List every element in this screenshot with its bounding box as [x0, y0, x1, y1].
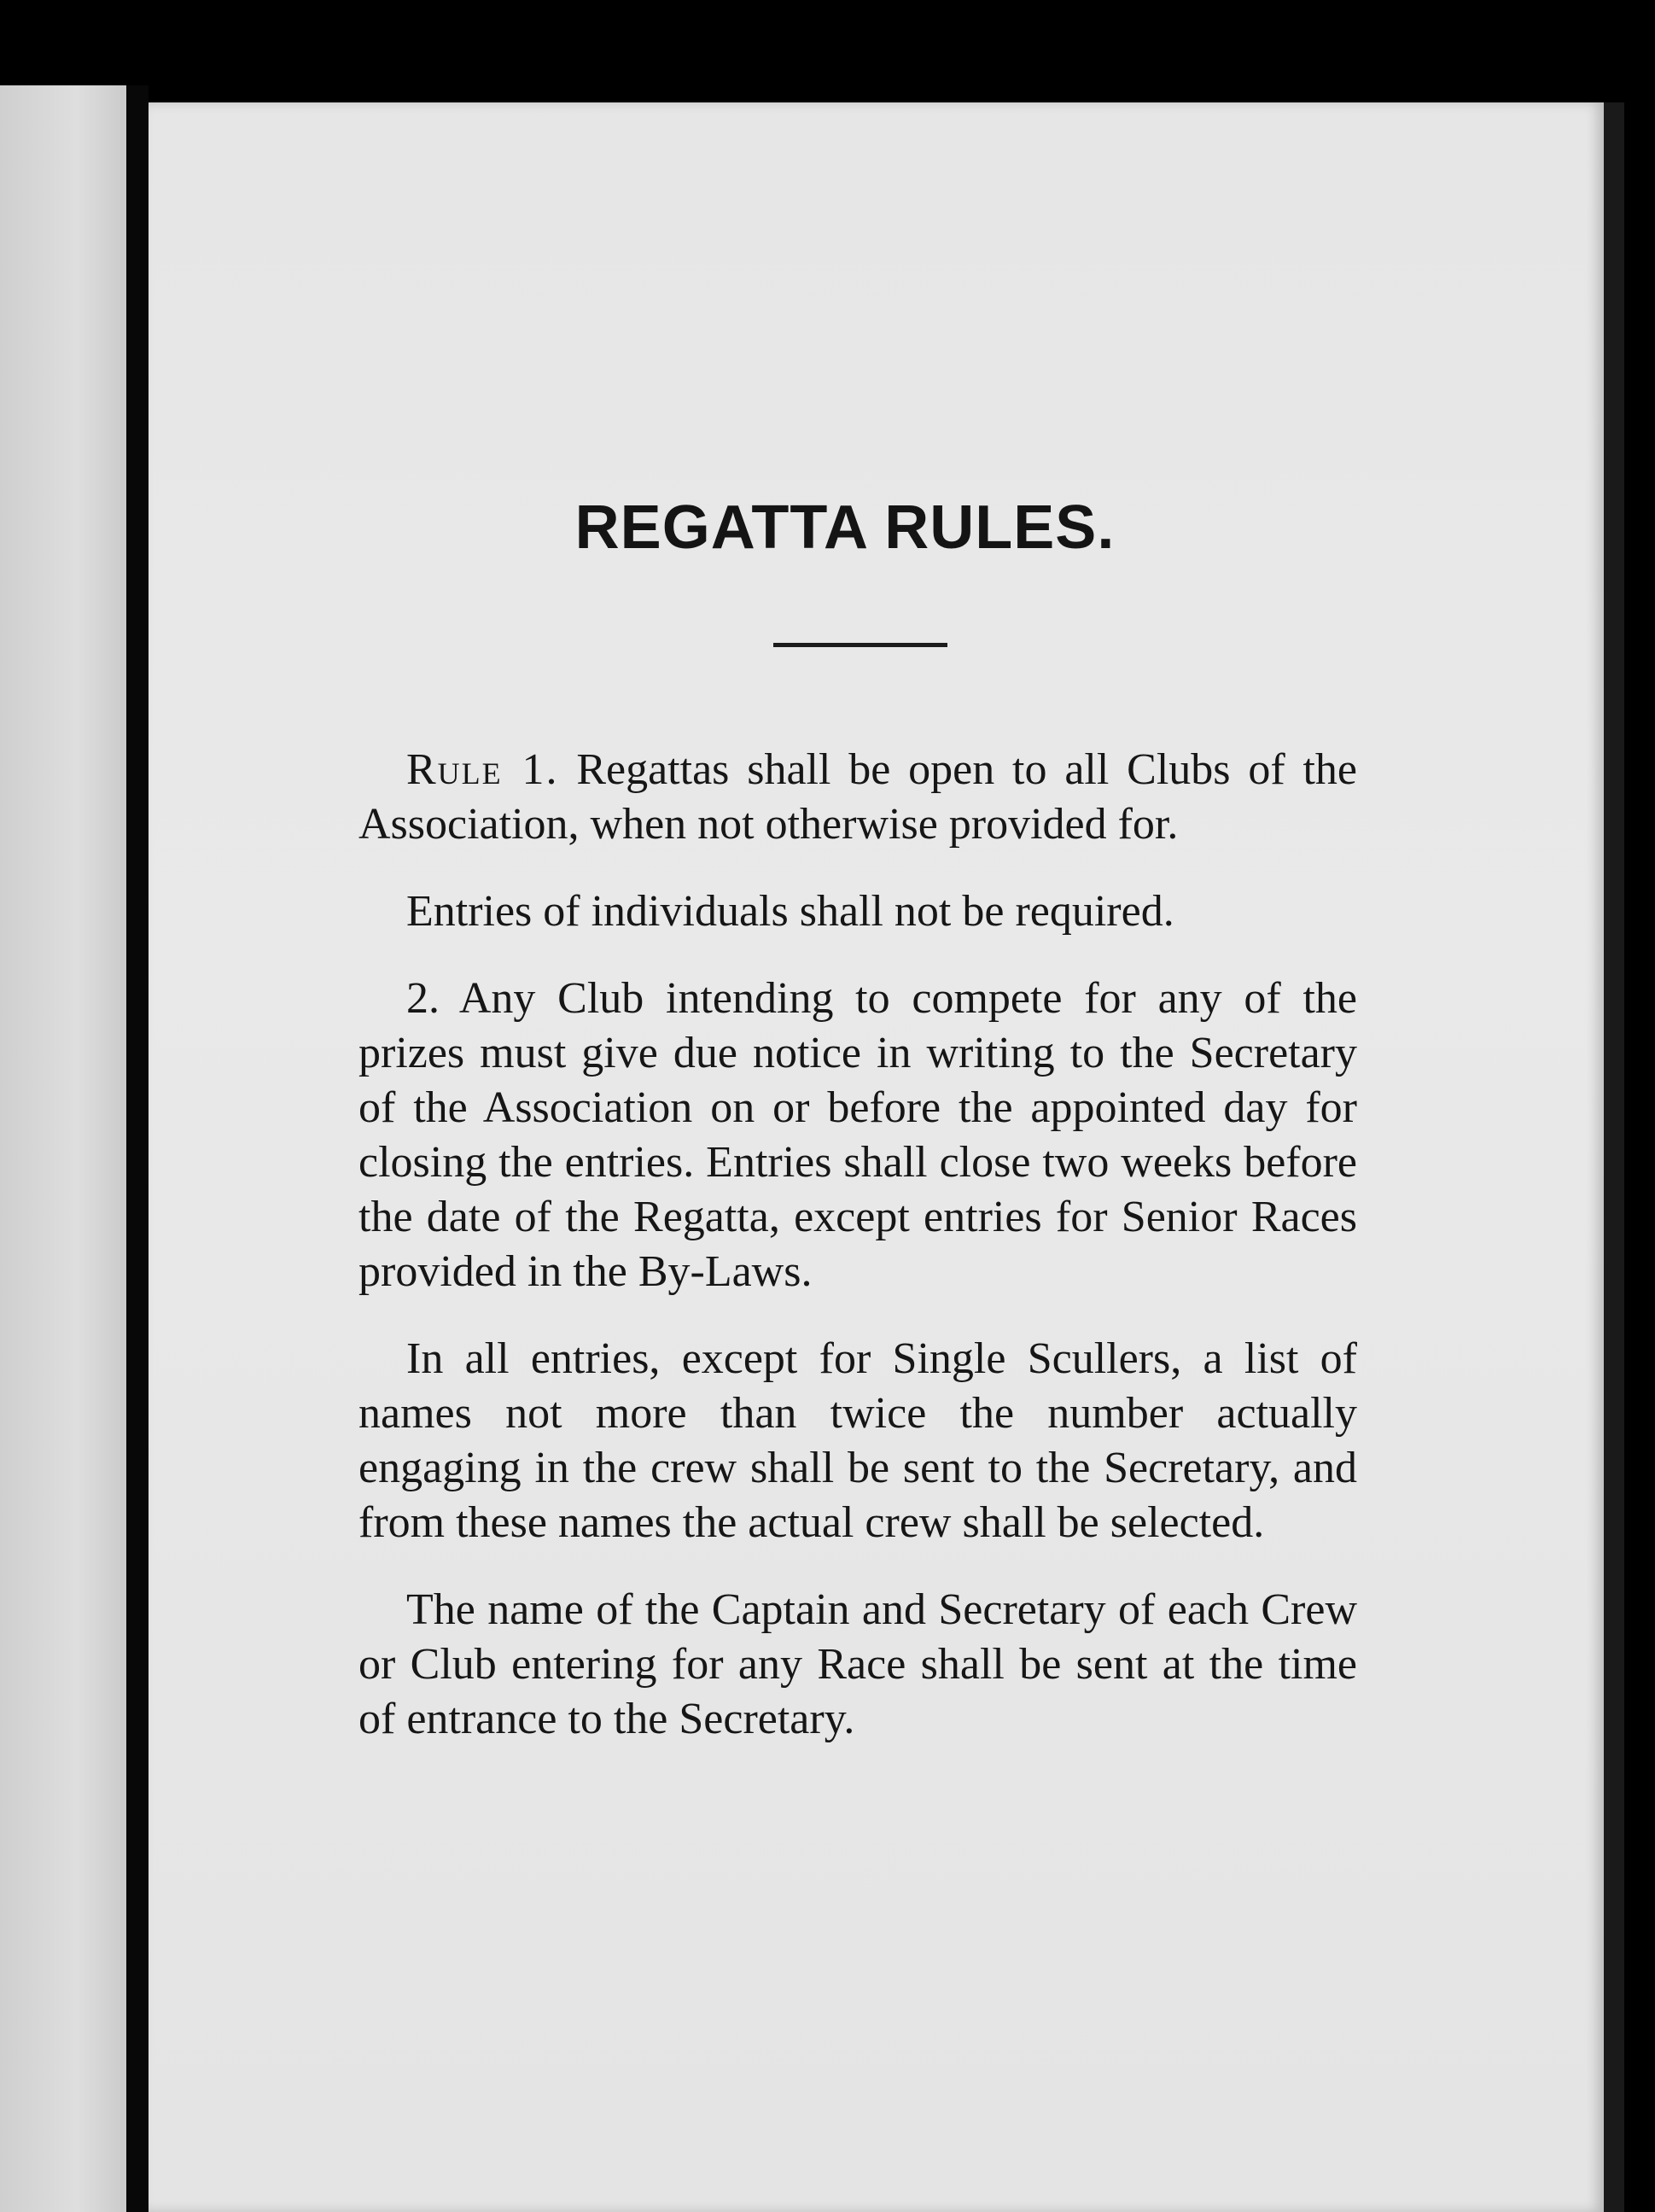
page-title: REGATTA RULES.	[574, 493, 1116, 562]
page-right-edge	[1604, 102, 1624, 2212]
rule-1-label: Rule 1.	[406, 745, 559, 794]
book-gutter	[126, 85, 149, 2212]
paragraph-list-of-names: In all entries, except for Single Scullers, a list of names not more than twice the number actually engaging in the crew shall be sent to the Secretary, and from these names the actual crew shall be selected.	[358, 1334, 1357, 1547]
rule-1-text: Regattas shall be open to all Clubs of the Association, when not otherwise provided for.	[358, 745, 1357, 849]
left-page-edge	[0, 85, 128, 2212]
paragraph-entries-individuals: Entries of individuals shall not be required.	[406, 887, 1174, 936]
rules-text	[358, 743, 1357, 1779]
rule-1-paragraph	[358, 743, 1357, 852]
paragraph-captain-secretary: The name of the Captain and Secretary of each Crew or Club entering for any Race shall be sent at the time of entrance to the Secretary.	[358, 1585, 1357, 1743]
title-divider	[773, 643, 947, 647]
rule-2-paragraph: 2. Any Club intending to compete for any of the prizes must give due notice in writing to the Secretary of the Association on or before the appointed day for closing the entries. Entries shall close two weeks before the date of the Regatta, except entries for Senior Races provided in the By-Laws.	[358, 974, 1357, 1296]
